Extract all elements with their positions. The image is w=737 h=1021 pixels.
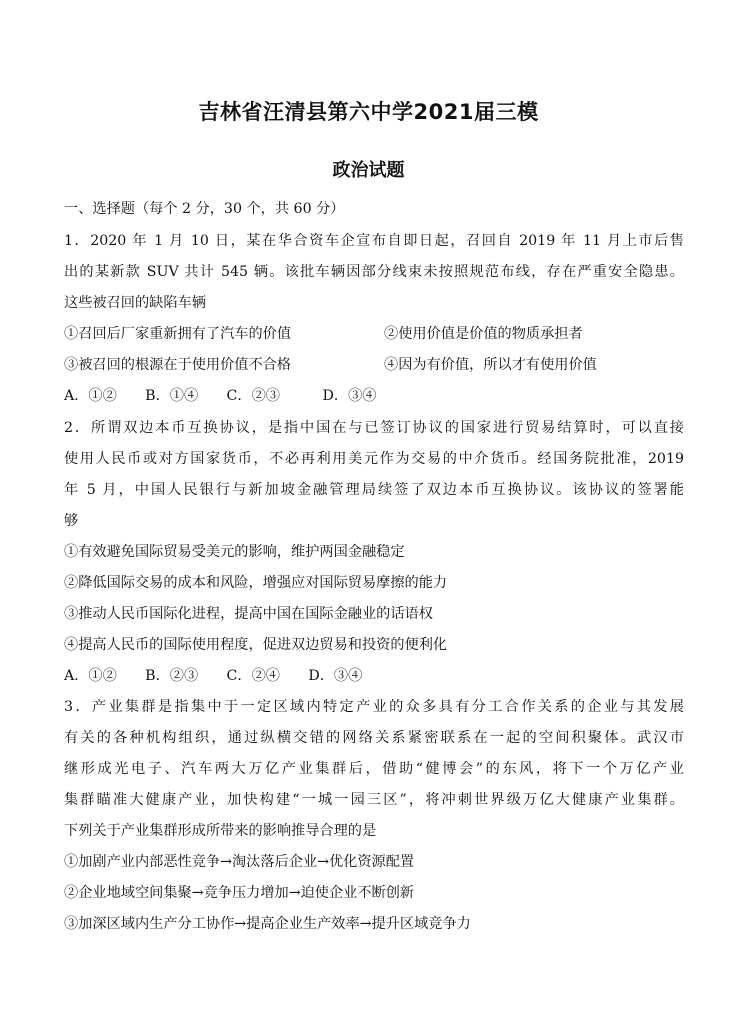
- q3-stem-line-2: 有关的各种机构组织，通过纵横交错的网络关系紧密联系在一起的空间积聚体。武汉市: [64, 730, 684, 746]
- q2-option-1: ①有效避免国际贸易受美元的影响，维护两国金融稳定: [64, 544, 405, 560]
- q3-stem-line-1: 3．产业集群是指集中于一定区域内特定产业的众多具有分工合作关系的企业与其发展: [64, 699, 684, 715]
- section-heading: 一、选择题（每个 2 分，30 个，共 60 分）: [64, 201, 345, 217]
- q3-option-1: ①加剧产业内部恶性竞争→淘汰落后企业→优化资源配置: [64, 854, 415, 870]
- q1-option-3: ③被召回的根源在于使用价值不合格: [64, 357, 292, 373]
- q3-option-2: ②企业地域空间集聚→竞争压力增加→迫使企业不断创新: [64, 885, 415, 901]
- q3-option-3: ③加深区域内生产分工协作→提高企业生产效率→提升区域竞争力: [64, 916, 471, 932]
- page-title: 吉林省汪清县第六中学2021届三模: [198, 100, 539, 124]
- q1-stem-line-1: 1．2020 年 1 月 10 日，某在华合资车企宣布自即日起，召回自 2019 年 11 月上市后售: [64, 233, 684, 249]
- page-subtitle: 政治试题: [332, 160, 405, 181]
- q2-stem-line-1: 2．所谓双边本币互换协议，是指中国在与已签订协议的国家进行贸易结算时，可以直接: [64, 420, 684, 436]
- q1-stem-line-3: 这些被召回的缺陷车辆: [64, 295, 206, 311]
- q2-stem-line-3: 年 5 月，中国人民银行与新加坡金融管理局续签了双边本币互换协议。该协议的签署能: [64, 482, 684, 498]
- q3-stem-line-3: 继形成光电子、汽车两大万亿产业集群后，借助“健博会”的东风，将下一个万亿产业: [64, 761, 684, 777]
- q2-choices: A．①② B．②③ C．②④ D．③④: [64, 668, 363, 684]
- q3-stem-line-4: 集群瞄准大健康产业，加快构建“一城一园三区”，将冲刺世界级万亿大健康产业集群。: [64, 792, 684, 808]
- q2-stem-line-2: 使用人民币或对方国家货币，不必再利用美元作为交易的中介货币。经国务院批准，2019: [64, 451, 684, 467]
- q2-option-2: ②降低国际交易的成本和风险，增强应对国际贸易摩擦的能力: [64, 575, 448, 591]
- q2-option-4: ④提高人民币的国际使用程度，促进双边贸易和投资的便利化: [64, 637, 448, 653]
- q3-stem-line-5: 下列关于产业集群形成所带来的影响推导合理的是: [64, 823, 377, 839]
- q1-option-4: ④因为有价值，所以才有使用价值: [384, 357, 597, 373]
- q2-stem-line-4: 够: [64, 513, 79, 529]
- q1-option-2: ②使用价值是价值的物质承担者: [384, 326, 583, 342]
- q1-option-1: ①召回后厂家重新拥有了汽车的价值: [64, 326, 292, 342]
- q1-stem-line-2: 出的某新款 SUV 共计 545 辆。该批车辆因部分线束未按照规范布线，存在严重安全隐患。: [64, 264, 684, 280]
- q2-option-3: ③推动人民币国际化进程，提高中国在国际金融业的话语权: [64, 606, 433, 622]
- q1-choices: A．①② B．①④ C．②③ D．③④: [64, 388, 377, 404]
